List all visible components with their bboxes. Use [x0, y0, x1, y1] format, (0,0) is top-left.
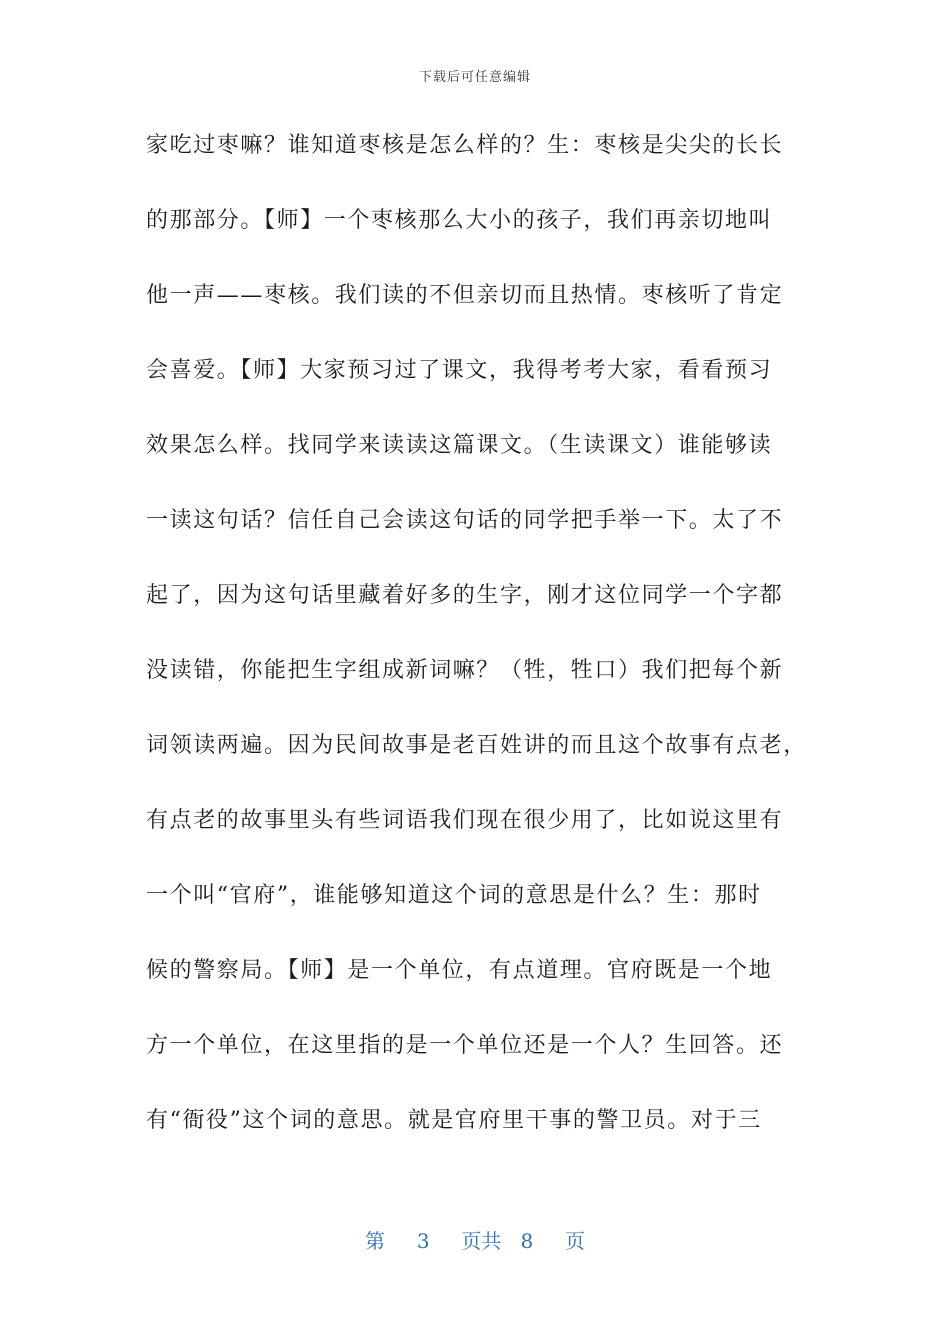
- text-line: 一读这句话？信任自己会读这句话的同学把手举一下。太了不: [146, 508, 784, 533]
- page-footer: [0, 1225, 950, 1254]
- footer-suffix: 页: [564, 1229, 585, 1253]
- text-line: 他一声——枣核。我们读的不但亲切而且热情。枣核听了肯定: [146, 283, 784, 308]
- text-line: 有点老的故事里头有些词语我们现在很少用了，比如说这里有: [146, 808, 784, 833]
- text-line: 家吃过枣嘛？谁知道枣核是怎么样的？生：枣核是尖尖的长长: [146, 133, 784, 158]
- text-line: 词领读两遍。因为民间故事是老百姓讲的而且这个故事有点老，: [146, 733, 807, 758]
- text-line: 效果怎么样。找同学来读读这篇课文。（生读课文）谁能够读: [146, 433, 773, 458]
- page-header: 下载后可任意编辑: [418, 70, 531, 85]
- text-line: 没读错，你能把生字组成新词嘛？（牲，牲口）我们把每个新: [146, 658, 784, 683]
- text-line: 一个叫“官府”，谁能够知道这个词的意思是什么？生：那时: [146, 883, 762, 908]
- text-line: 会喜爱。【师】大家预习过了课文，我得考考大家，看看预习: [146, 358, 773, 383]
- footer-total-pages: 8: [520, 1229, 534, 1253]
- text-line: 候的警察局。【师】是一个单位，有点道理。官府既是一个地: [146, 958, 773, 983]
- text-line: 有“衙役”这个词的意思。就是官府里干事的警卫员。对于三: [146, 1108, 762, 1133]
- footer-prefix: 第: [365, 1229, 386, 1253]
- text-line: 方一个单位，在这里指的是一个单位还是一个人？生回答。还: [146, 1033, 784, 1058]
- text-line: 起了，因为这句话里藏着好多的生字，刚才这位同学一个字都: [146, 583, 784, 608]
- footer-current-page: 3: [416, 1229, 430, 1253]
- footer-middle: 页共: [461, 1229, 502, 1253]
- document-body: [146, 118, 816, 1168]
- text-line: 的那部分。【师】一个枣核那么大小的孩子，我们再亲切地叫: [146, 208, 773, 233]
